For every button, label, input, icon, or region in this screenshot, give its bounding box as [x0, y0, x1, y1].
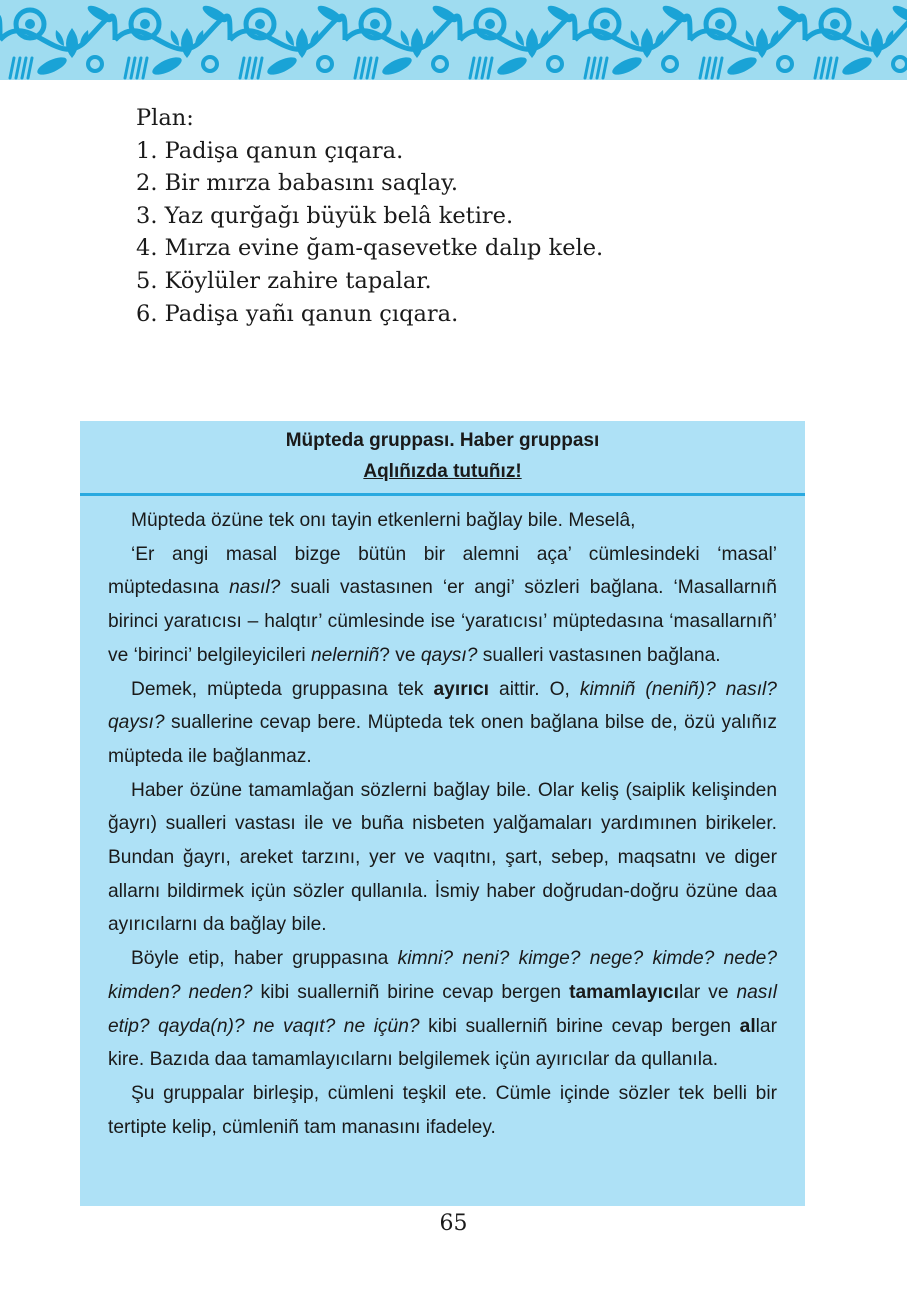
- rule-paragraph-3: [108, 673, 777, 774]
- decorative-banner: [0, 0, 907, 80]
- floral-ornament-icon: [0, 0, 907, 80]
- plan-item: 1. Padişa qanun çıqara.: [136, 137, 404, 164]
- paragraph-text: lar ve: [678, 981, 737, 1003]
- paragraph-text: Müpteda özüne tek onı tayin etkenlerni bağlay bile. Meselâ,: [131, 510, 636, 531]
- question-word: qaysı?: [420, 644, 478, 666]
- plan-item: 3. Yaz qurğağı büyük belâ ketire.: [136, 202, 514, 229]
- grammar-rule-box: [80, 421, 805, 1206]
- plan-item: 2. Bir mırza babasını saqlay.: [136, 170, 459, 197]
- rule-box-title: Müpteda gruppası. Haber gruppası: [285, 430, 600, 451]
- rule-box-divider: [80, 493, 805, 496]
- question-word: nasıl?: [229, 577, 281, 599]
- rule-paragraph-4: [108, 774, 777, 943]
- question-word: nasıl etip? qayda(n)? ne vaqıt? ne içün?: [108, 981, 777, 1037]
- paragraph-text: kibi suallerniñ birine cevap bergen: [252, 981, 570, 1003]
- question-word: kimni? neni? kimge? nege? kimde? nede? kimden? neden?: [108, 948, 777, 1003]
- plan-item: 4. Mırza evine ğam-qasevetke dalıp kele.: [136, 235, 604, 262]
- paragraph-text: Böyle etip, haber gruppasına: [131, 948, 398, 970]
- paragraph-text: ‘Er angi masal bizge bütün bir alemni aça’ cümlesindeki ‘masal’ müptedasına: [108, 543, 777, 599]
- paragraph-text: Haber özüne tamamlağan sözlerni bağlay bile. Olar keliş (saiplik kelişinden ğayrı) sualleri vastası ile ve buña nisbeten yalğamaları yardımınen birikeler. Bundan ğayrı, areket tarzını, yer ve vaqıtnı, şart, sebep, maqsatnı ve diger allarnı bildirmek içün sözler qullanıla. İsmiy haber doğrudan-doğru özüne daa ayırıcılarnı da bağlay bile.: [108, 779, 777, 936]
- rule-box-subtitle-text: Aqlıñızda tutuñız!: [363, 461, 522, 482]
- paragraph-text: kibi suallerniñ birine cevap bergen: [419, 1015, 740, 1037]
- paragraph-text: suallerine cevap bere. Müpteda tek onen bağlana bilse de, özü yalıñız müpteda ile bağlanmaz.: [108, 712, 777, 767]
- paragraph-text: sualleri vastasınen bağlana.: [477, 644, 721, 666]
- plan-section: [136, 102, 836, 330]
- question-word: kimniñ (neniñ)? nasıl? qaysı?: [108, 678, 777, 734]
- paragraph-text: suali vastasınen ‘er angi’ sözleri bağlana. ‘Masallarnıñ birinci yaratıcısı – halqtır’ cümlesinde ise ‘yaratıcısı’ müptedasına ‘masallarnıñ’ ve ‘birinci’ belgileyicileri: [108, 577, 777, 666]
- rule-box-subtitle: [80, 461, 805, 483]
- rule-paragraph-5: [108, 942, 777, 1077]
- paragraph-text: Şu gruppalar birleşip, cümleni teşkil ete. Cümle içinde sözler tek belli bir tertipte kelip, cümleniñ tam manasını ifadeley.: [108, 1082, 777, 1138]
- page-number: 65: [439, 1211, 468, 1236]
- question-word: nelerniñ: [310, 644, 380, 666]
- paragraph-text: Demek, müpteda gruppasına tek: [131, 678, 434, 700]
- plan-item: 6. Padişa yañı qanun çıqara.: [136, 300, 459, 327]
- term-bold: al: [739, 1015, 756, 1037]
- rule-paragraph-6: [108, 1077, 777, 1144]
- rule-paragraph-2: [108, 538, 777, 673]
- rule-paragraph-1: [108, 504, 777, 538]
- rule-box-header: [80, 421, 805, 493]
- term-bold: tamamlayıcı: [569, 981, 679, 1003]
- rule-box-body: [108, 504, 777, 1144]
- plan-item: 5. Köylüler zahire tapalar.: [136, 267, 432, 294]
- paragraph-text: lar kire. Bazıda daa tamamlayıcılarnı belgilemek içün ayırıcılar da qullanıla.: [108, 1015, 777, 1071]
- term-bold: ayırıcı: [433, 678, 489, 700]
- paragraph-text: aittir. O,: [489, 678, 580, 700]
- paragraph-text: ? ve: [379, 644, 421, 666]
- plan-heading: Plan:: [136, 105, 194, 131]
